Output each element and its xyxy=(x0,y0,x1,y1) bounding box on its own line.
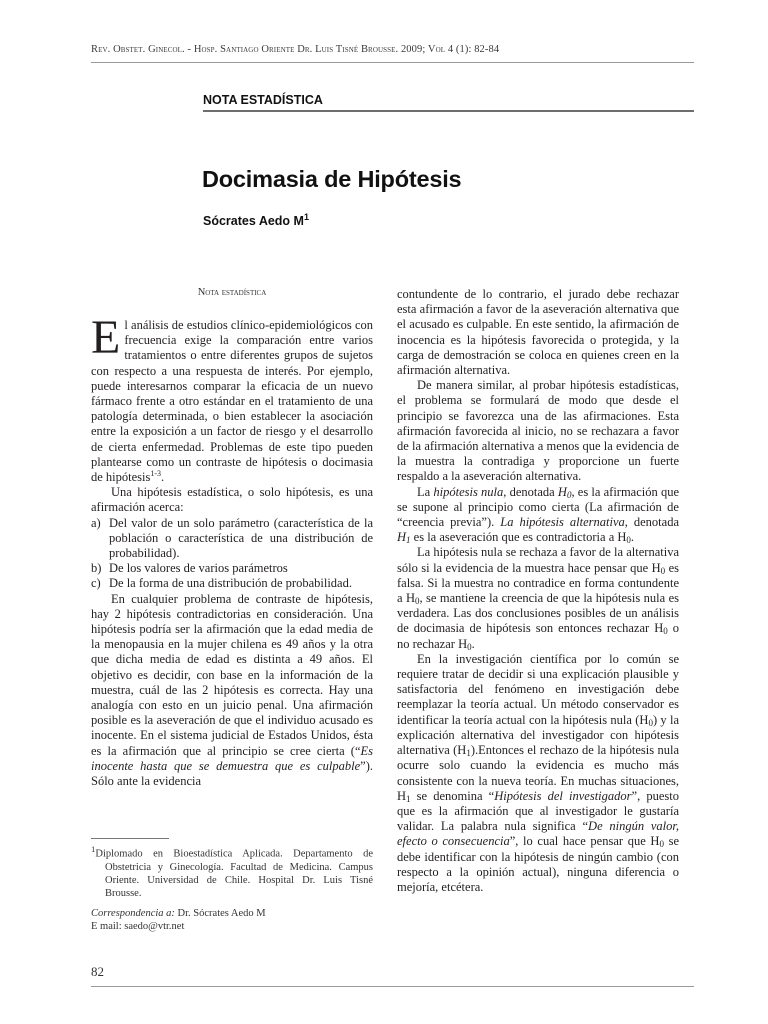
correspondence-name: Dr. Sócrates Aedo M xyxy=(174,908,266,919)
correspondence-email: E mail: saedo@vtr.net xyxy=(91,921,185,932)
list-text: Del valor de un solo parámetro (característica de la población o característica de una distribución de probabilidad). xyxy=(109,515,373,561)
footnote xyxy=(91,843,373,900)
paragraph-intro xyxy=(91,311,373,485)
symbol-h0: $H_0$ xyxy=(557,484,572,500)
symbol-h1: $H_1$ xyxy=(397,530,411,546)
list-text: De la forma de una distribución de probabilidad. xyxy=(109,576,352,591)
paragraph-contrast-text: En cualquier problema de contraste de hipótesis, hay 2 hipótesis contradictorias en consideración. Una hipótesis podría ser la afirmación que la edad media de la menopausia en la mujer chilena es 49 años y la otra que dicha media de edad es distinta a 49 años. El objetivo es decidir, con base en la información de la muestra, cuál de las 2 hipótesis es correcta. Hay una analogía con esto en un juicio penal. Una afirmación posible es la aseveración de que el individuo acusado es inocente. En el sistema judicial de Estados Unidos, ésta es la afirmación que al principio se cree cierta (“ xyxy=(91,591,373,758)
text-run: se debe identificar con la hipótesis de ningún cambio (con respecto a la opinión actual), ninguna diferencia o mejoría, etcétera. xyxy=(397,834,679,894)
footnote-mark: 1 xyxy=(91,844,96,854)
subscript: 1 xyxy=(406,793,411,804)
list-marker: c) xyxy=(91,576,101,591)
subscript: 0 xyxy=(648,717,653,728)
author-name: Sócrates Aedo M xyxy=(203,214,304,228)
paragraph-similar: De manera similar, al probar hipótesis estadísticas, el problema se formulará de modo que desde el principio se favorezca una de las afirmaciones. Esta afirmación favorecida al inicio, no se rechazara a favor de la afirmación alternativa a menos que la evidencia de la muestra la contradiga y proporcione un fuerte respaldo a la aseveración alternativa. xyxy=(397,378,679,484)
subscript: 0 xyxy=(660,565,666,576)
list-item xyxy=(91,516,373,562)
term-null-meaning: De ningún valor, efecto o consecuencia xyxy=(397,819,679,849)
paragraph-intro-text: l análisis de estudios clínico-epidemiológicos con frecuencia exige la comparación entre varios tratamientos o entre diferentes grupos de sujetos con respecto a una respuesta de interés. Por ejemplo, puede interesarnos comparar la eficacia de un nuevo fármaco frente a otro estándar en el tratamiento de una patología determinada, o bien establecer la asociación entre la exposición a un factor de riesgo y el desarrollo de cierta enfermedad. Problemas de este tipo pueden plantearse como un contraste de hipótesis o docimasia de hipótesis xyxy=(91,318,373,485)
paragraph-research xyxy=(397,652,679,895)
text-run: La xyxy=(417,484,434,499)
text-run: , se mantiene la creencia de que la hipótesis nula es verdadera. Las dos conclusiones posibles de un análisis de docimasia de hipótesis son entonces rechazar H xyxy=(397,591,679,636)
text-run: ).Entonces el rechazo de la hipótesis nula ocurre solo cuando la evidencia es mucho más consistente con la nueva teoría. En muchas situaciones, H xyxy=(397,743,679,803)
emphasis-quote: Es inocente hasta que se demuestra que es culpable xyxy=(91,743,373,773)
text-run: ) y la explicación alternativa del investigador con hipótesis alternativa (H xyxy=(397,712,680,758)
correspondence-label: Correspondencia a: xyxy=(91,908,175,919)
term-alternative-hypothesis: La hipótesis alternativa xyxy=(500,515,625,530)
drop-cap: E xyxy=(91,311,121,364)
subscript: 0 xyxy=(415,596,420,607)
text-run: o no rechazar H xyxy=(397,621,679,651)
paragraph-intro-end: . xyxy=(161,470,165,485)
paragraph-rejection xyxy=(397,545,679,651)
article-author xyxy=(203,212,309,228)
footnote-text: Diplomado en Bioestadística Aplicada. Departamento de Obstetricia y Ginecología. Facultad de Medicina. Campus Oriente. Universidad de Chile. Hospital Dr. Luis Tisné Brousse. xyxy=(95,848,373,899)
text-run: ”, lo cual hace pensar que H xyxy=(509,834,660,849)
paragraph-contrast-end: ”). Sólo ante la evidencia xyxy=(91,758,373,789)
text-run: , denotada xyxy=(503,484,558,499)
footnote-body xyxy=(91,843,373,900)
term-null-hypothesis: hipótesis nula xyxy=(433,484,504,499)
text-run: . xyxy=(471,636,475,651)
footer-rule xyxy=(91,986,694,987)
subscript: 0 xyxy=(663,626,668,637)
text-run: , denotada xyxy=(624,515,679,530)
subscript: 0 xyxy=(626,535,631,546)
page-number: 82 xyxy=(91,964,104,979)
subscript: 0 xyxy=(659,839,664,850)
text-run: . xyxy=(630,530,635,545)
right-column xyxy=(397,287,679,895)
text-run: En la investigación científica por lo común se requiere tratar de decidir si una explicación plausible y satisfactoria del fenómeno en investigación debe reemplazar la teoría actual. Un método conservador es identificar la teoría actual con la hipótesis nula (H xyxy=(397,651,679,727)
text-run: La hipótesis nula se rechaza a favor de la alternativa sólo si la evidencia de la muestra hace pensar que H xyxy=(397,545,679,575)
subscript: 1 xyxy=(466,748,471,759)
list-marker: a) xyxy=(91,515,101,530)
citation-ref: 1-3 xyxy=(150,469,162,479)
running-head: Rev. Obstet. Ginecol. - Hosp. Santiago Oriente Dr. Luis Tisné Brousse. 2009; Vol 4 (1): 82-84 xyxy=(91,44,500,55)
term-researcher-hypothesis: Hipótesis del investigador xyxy=(494,788,632,803)
text-run: , es la afirmación que se supone al principio como cierta (La afirmación de “creencia previa”). xyxy=(397,484,680,530)
text-run: se denomina “ xyxy=(410,788,495,803)
paragraph-null-hypothesis xyxy=(397,485,679,546)
text-run: ”, puesto que es la afirmación que al investigador le gustaría validar. La palabra nula significa “ xyxy=(397,788,679,834)
list-item xyxy=(91,576,373,591)
list-text: De los valores de varios parámetros xyxy=(109,561,288,576)
paragraph-contrast xyxy=(91,592,373,790)
paragraph-jury: contundente de lo contrario, el jurado debe rechazar esta afirmación a favor de la aseveración alternativa que el acusado es culpable. En este sentido, la afirmación de inocencia es la hipótesis favorecida o protegida, y la carga de demostración se coloca en quienes creen en la afirmación alternativa. xyxy=(397,287,679,378)
header-rule xyxy=(91,62,694,63)
left-column xyxy=(91,311,373,789)
section-rule xyxy=(203,110,694,112)
list-item xyxy=(91,561,373,576)
list-marker: b) xyxy=(91,561,102,576)
author-affiliation-mark: 1 xyxy=(303,212,309,222)
section-label: NOTA ESTADÍSTICA xyxy=(203,93,323,107)
subscript: 0 xyxy=(467,641,472,652)
paragraph-definition: Una hipótesis estadística, o solo hipótesis, es una afirmación acerca: xyxy=(91,485,373,515)
column-label: Nota estadística xyxy=(197,287,267,298)
text-run: es la aseveración que es contradictoria a H xyxy=(410,530,627,545)
article-title: Docimasia de Hipótesis xyxy=(202,166,462,192)
footnote-rule xyxy=(91,838,169,839)
text-run: es falsa. Si la muestra no contradice en forma contundente a H xyxy=(397,560,679,606)
correspondence xyxy=(91,907,373,920)
